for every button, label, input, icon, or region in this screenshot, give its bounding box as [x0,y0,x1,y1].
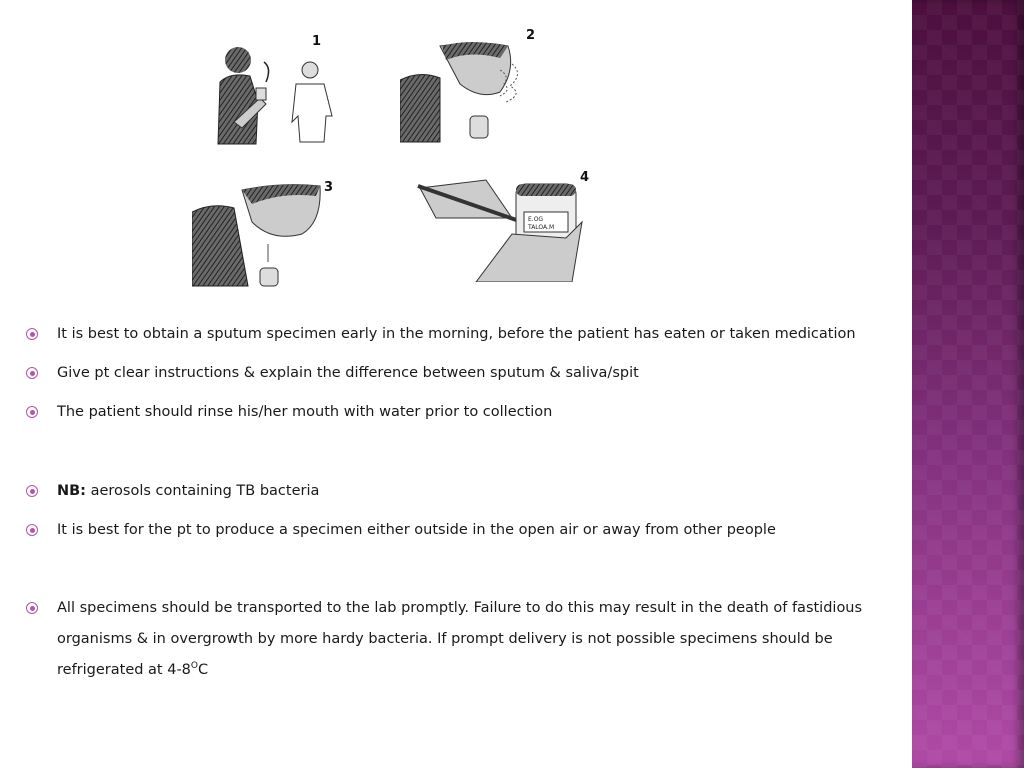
bullet-icon [26,524,38,536]
svg-text:E.OG: E.OG [528,216,544,223]
bullet-item: It is best for the pt to produce a specimen either outside in the open air or away from other people [26,515,897,546]
panel-number: 1 [312,34,322,49]
illustration-panel-2 [400,28,536,144]
bullet-item: Give pt clear instructions & explain the difference between sputum & saliva/spit [26,358,897,389]
illustration-panel-1 [216,34,346,146]
illustration-panel-3 [192,182,332,288]
bullet-icon [26,406,38,418]
bullet-icon [26,485,38,497]
illustration-panel-4 [416,170,590,282]
sputum-collection-illustration [190,28,600,290]
panel-number: 2 [526,28,536,43]
note-label: NB: [57,483,86,499]
bullet-item: It is best to obtain a sputum specimen early in the morning, before the patient has eaten or taken medication [26,319,897,350]
svg-text:TALOA.M: TALOA.M [528,224,555,231]
bullet-icon [26,328,38,340]
panel-number: 4 [580,170,590,185]
bullet-item: The patient should rinse his/her mouth with water prior to collection [26,397,897,428]
bullet-item: All specimens should be transported to the lab promptly. Failure to do this may result in the death of fastidious organisms & in overgrowth by more hardy bacteria. If prompt delivery is not possible specimens should be refrigerated at $4-8^OC$ [26,593,897,686]
bullet-item: NB: aerosols containing TB bacteria [26,476,897,507]
bullet-icon [26,367,38,379]
panel-number: 3 [324,180,334,195]
decorative-side-panel [912,0,1024,768]
bullet-icon [26,602,38,614]
